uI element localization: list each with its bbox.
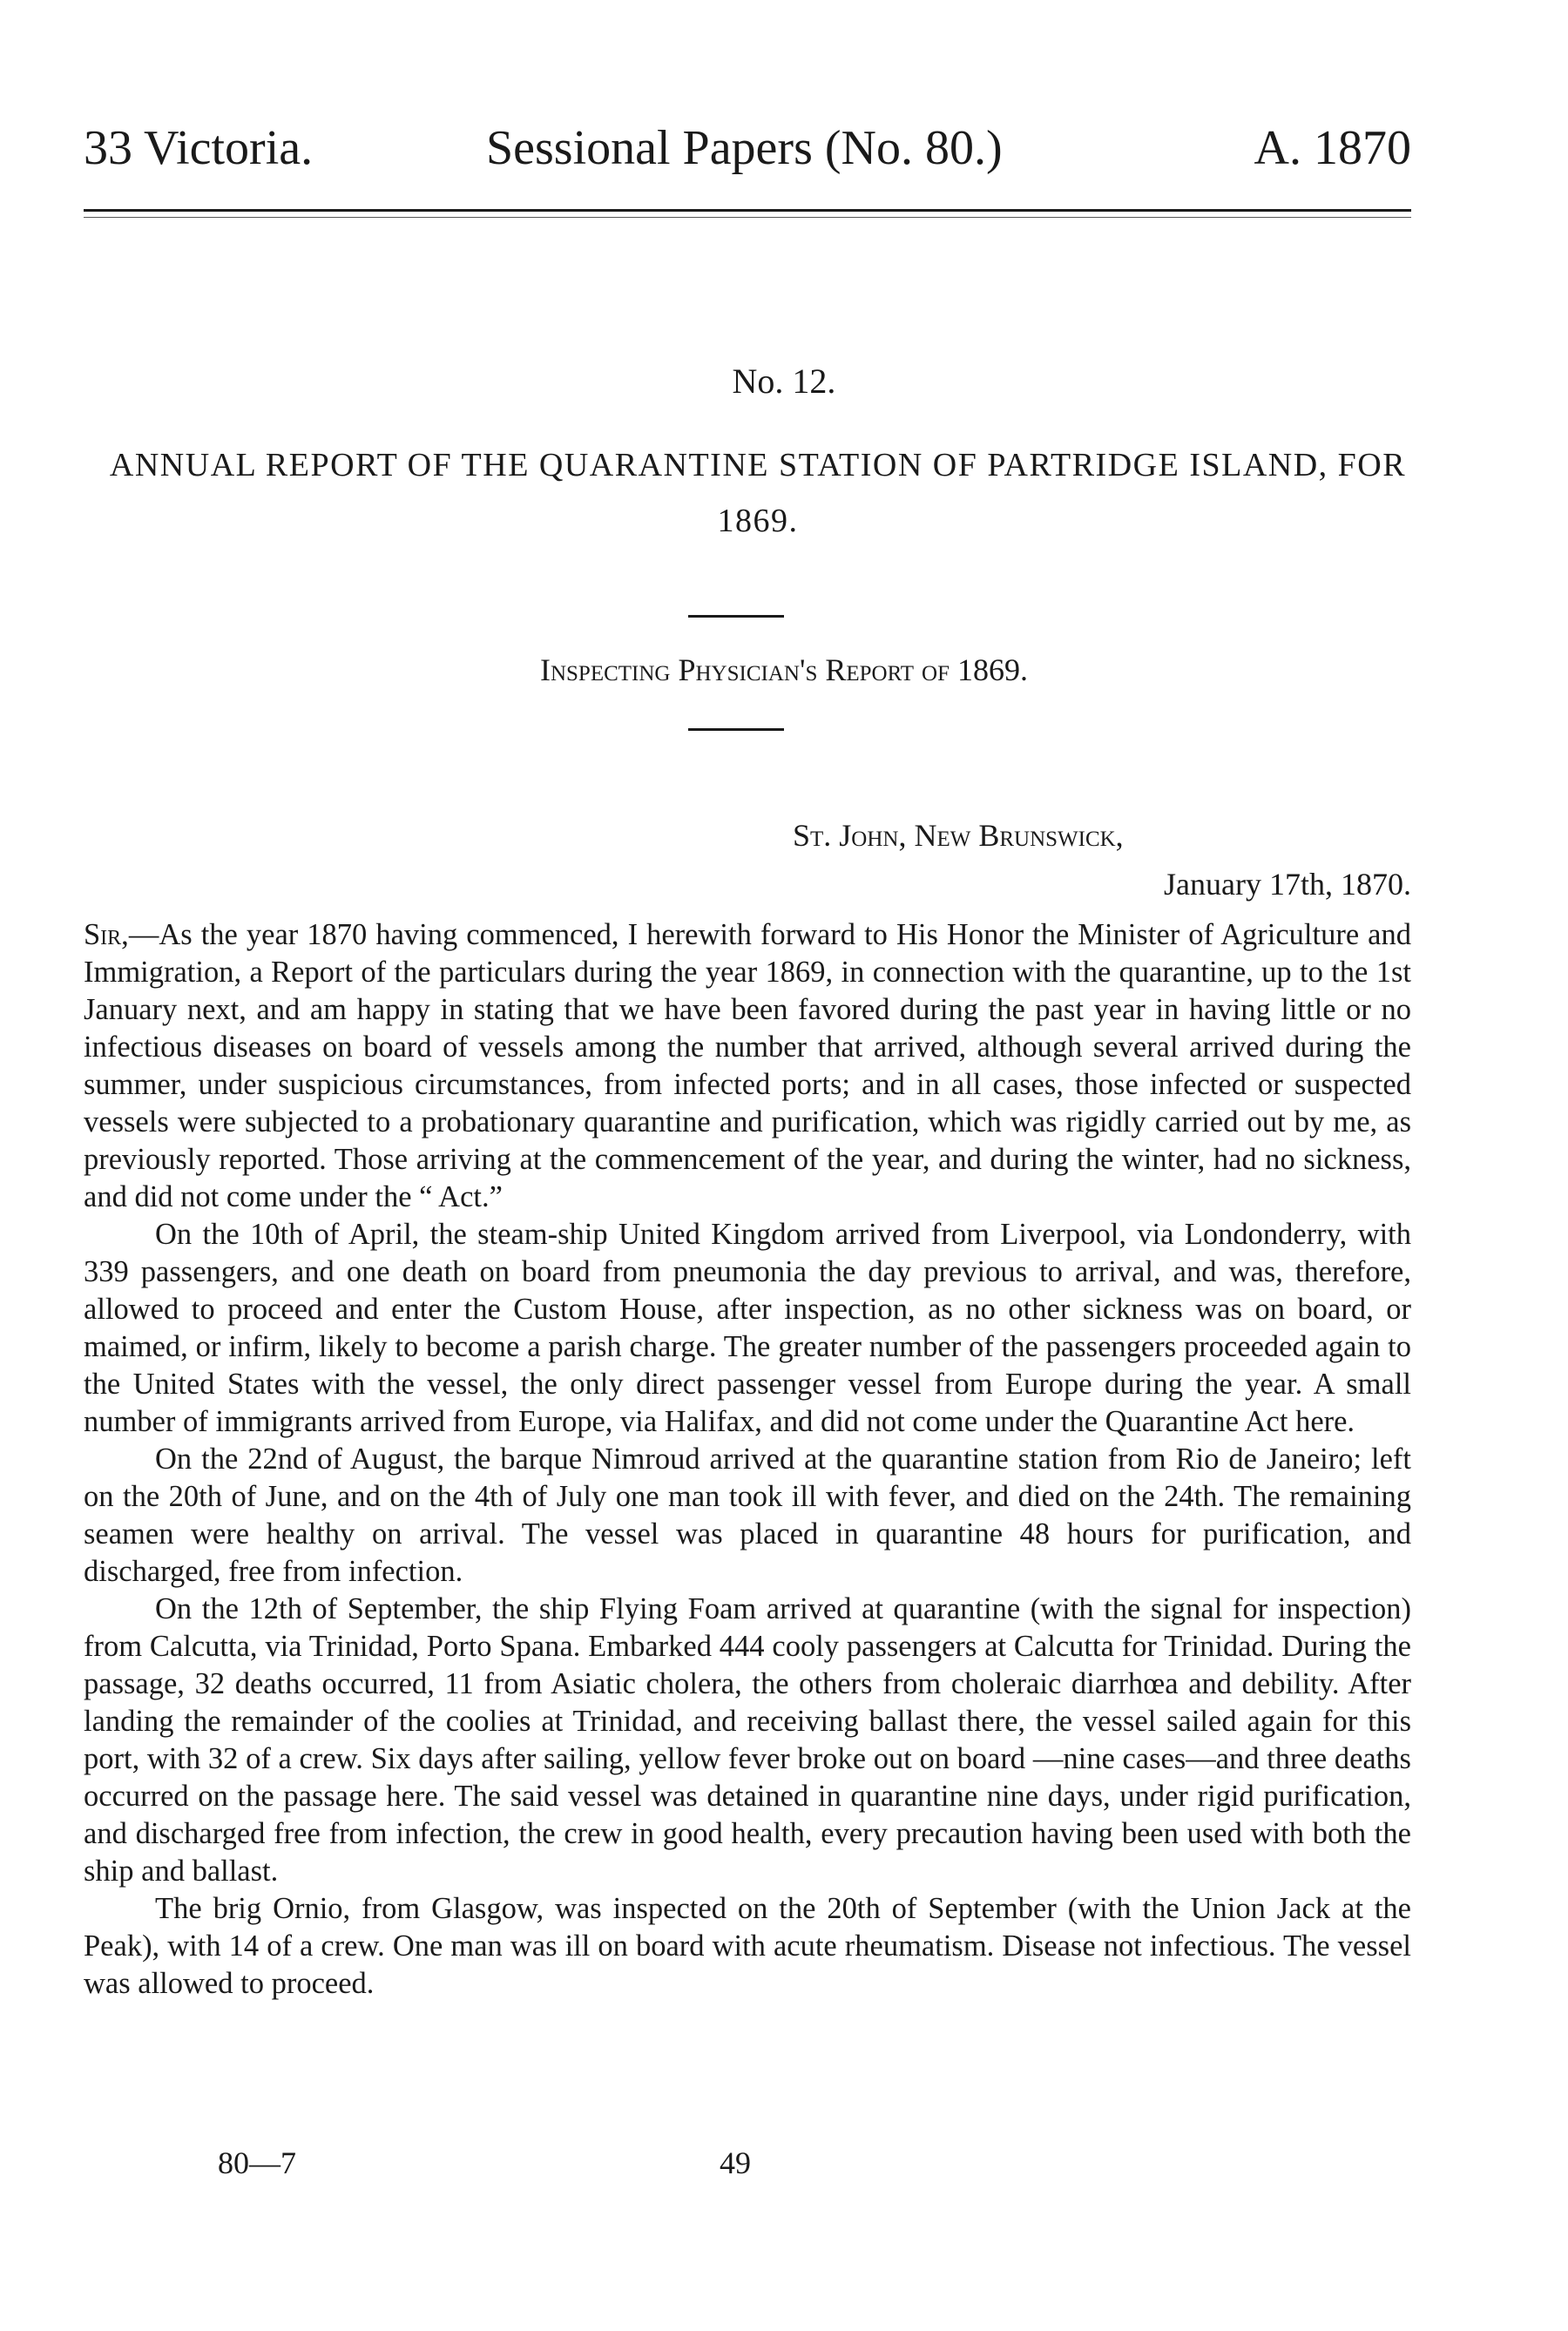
paragraph: The brig Ornio, from Glasgow, was inspected on the 20th of September (with the Union Jack at the Peak), with 14 of a crew. One man was ill on board with acute rheumatism. Disease not infectious. The vessel was allowed to proceed. <box>84 1892 1411 2000</box>
subtitle-divider <box>688 728 784 731</box>
document-number: No. 12. <box>732 361 836 401</box>
header-year: A. 1870 <box>1254 121 1411 175</box>
report-subtitle: Inspecting Physician's Report of 1869. <box>539 652 1028 687</box>
title-divider <box>688 615 784 618</box>
page-footer <box>0 2145 1568 2188</box>
printer-signature: 80—7 <box>218 2145 296 2180</box>
paragraph-text: —As the year 1870 having commenced, I herewith forward to His Honor the Minister of Agriculture and Immigration, a Report of the particulars during the year 1869, in connection with the quarantine, up to the 1st January next, and am happy in stating that we have been favored during the past year in having little or no infectious diseases on board of vessels among the number that arrived, although several arrived during the summer, under suspicious circumstances, from infected ports; and in all cases, those infected or suspected vessels were subjected to a probationary quarantine and purification, which was rigidly carried out by me, as previously reported. Those arriving at the commencement of the year, and during the winter, had no sickness, and did not come under the “ Act.” <box>84 918 1411 1213</box>
page-number: 49 <box>720 2145 751 2180</box>
salutation: Sir, <box>84 918 129 951</box>
running-header <box>84 120 1411 181</box>
report-body <box>84 916 1411 2003</box>
header-sessional-papers: Sessional Papers (No. 80.) <box>486 121 1003 175</box>
paragraph: On the 12th of September, the ship Flying Foam arrived at quarantine (with the signal for inspection) from Calcutta, via Trinidad, Porto Spana. Embarked 444 cooly passengers at Calcutta for Trinidad. During the passage, 32 deaths occurred, 11 from Asiatic cholera, the others from choleraic diarrhœa and debility. After landing the remainder of the coolies at Trinidad, and receiving ballast there, the vessel sailed again for this port, with 32 of a crew. Six days after sailing, yellow fever broke out on board —nine cases—and three deaths occurred on the passage here. The said vessel was detained in quarantine nine days, under rigid purification, and discharged free from infection, the crew in good health, every precaution having been used with both the ship and ballast. <box>84 1592 1411 1888</box>
letter-place: St. John, New Brunswick, <box>793 818 1124 853</box>
header-rule <box>84 209 1411 218</box>
paragraph: On the 10th of April, the steam-ship United Kingdom arrived from Liverpool, via Londonderry, with 339 passengers, and one death on board from pneumonia the day previous to arrival, and was, therefore, allowed to proceed and enter the Custom House, after inspection, as no other sickness was on board, or maimed, or infirm, likely to become a parish charge. The greater number of the passengers proceeded again to the United States with the vessel, the only direct passenger vessel from Europe during the year. A small number of immigrants arrived from Europe, via Halifax, and did not come under the Quarantine Act here. <box>84 1218 1411 1438</box>
document-title: ANNUAL REPORT OF THE QUARANTINE STATION OF PARTRIDGE ISLAND, FOR 1869. <box>109 447 1407 539</box>
paragraph: On the 22nd of August, the barque Nimroud arrived at the quarantine station from Rio de Janeiro; left on the 20th of June, and on the 4th of July one man took ill with fever, and died on the 24th. The remaining seamen were healthy on arrival. The vessel was placed in quarantine 48 hours for purification, and discharged, free from infection. <box>84 1443 1411 1588</box>
paragraph <box>84 916 1411 1216</box>
letter-date: January 17th, 1870. <box>1164 867 1411 902</box>
header-volume: 33 Victoria. <box>84 121 314 175</box>
